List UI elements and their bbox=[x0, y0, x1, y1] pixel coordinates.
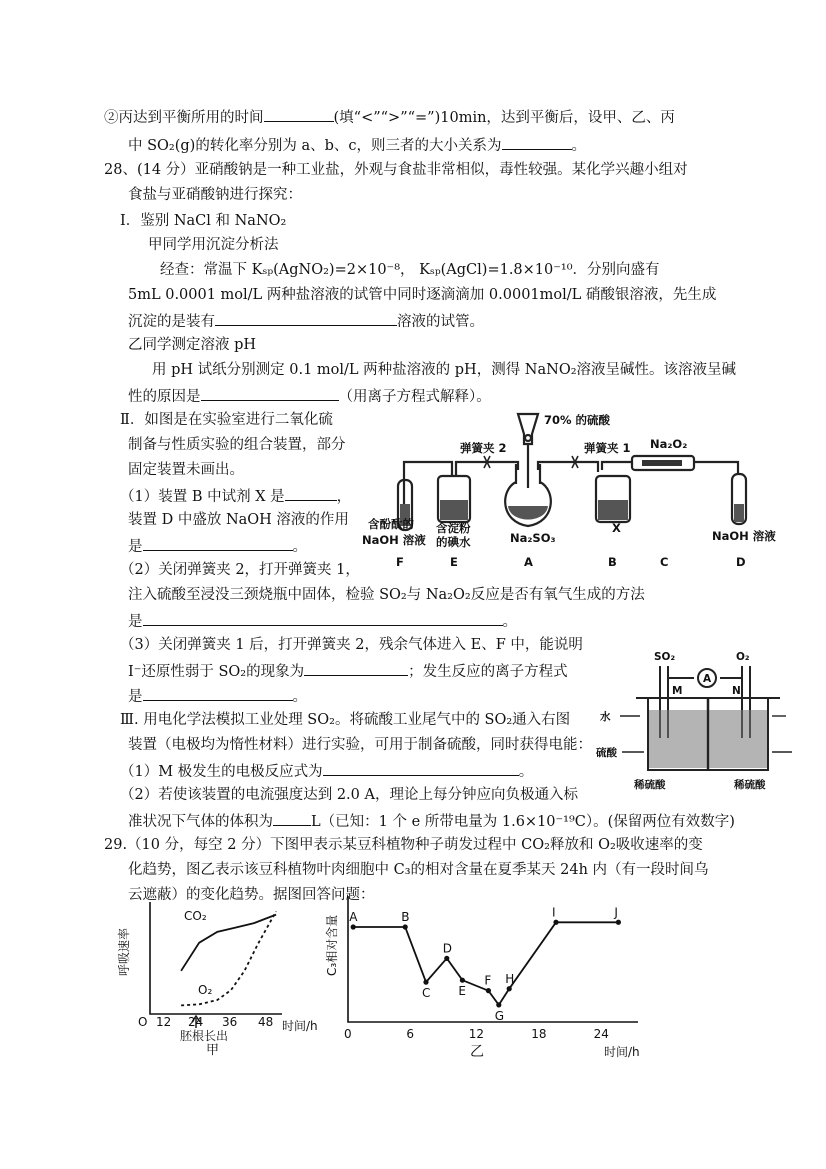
s1-ph1: 用 pH 试纸分别测定 0.1 mol/L 两种盐溶液的 pH，测得 NaNO₂溶液呈碱性。该溶液呈碱 bbox=[152, 362, 737, 378]
q28-intro1: 28、(14 分）亚硝酸钠是一种工业盐，外观与食盐非常相似，毒性较强。某化学兴趣小组对 bbox=[104, 162, 688, 178]
chart-yi-point-H bbox=[507, 986, 512, 991]
chart-jia-series-co2: CO₂ bbox=[184, 909, 207, 923]
chart-yi-xlabel: 时间/h bbox=[604, 1045, 640, 1059]
e-label-1: 含淀粉 bbox=[436, 521, 471, 535]
chart-yi-point-F bbox=[486, 988, 491, 993]
water-label: 水 bbox=[600, 711, 611, 723]
f-label-2: NaOH 溶液 bbox=[362, 533, 426, 547]
s2-q2-line2: 注入硫酸至浸没三颈烧瓶中固体，检验 SO₂与 Na₂O₂反应是否有氧气生成的方法 bbox=[128, 587, 645, 603]
q29-line3: 云遮蔽）的变化趋势。据图回答问题： bbox=[128, 887, 375, 903]
chart-jia-ylabel: 呼吸速率 bbox=[117, 927, 131, 976]
chart-yi-point-G bbox=[496, 1002, 501, 1007]
s3-line1: Ⅲ. 用电化学法模拟工业处理 SO₂。将硫酸工业尾气中的 SO₂通入右图 bbox=[120, 712, 571, 728]
s1-line2: 5mL 0.0001 mol/L 两种盐溶液的试管中同时逐滴滴加 0.0001mol/L 硝酸银溶液，先生成 bbox=[128, 287, 717, 303]
e-label-2: 的碘水 bbox=[436, 535, 471, 549]
chart-jia-tick-48: 48 bbox=[258, 1015, 274, 1029]
chart-jia-annotation: 胚根长出 bbox=[180, 1029, 229, 1043]
chart-jia-title: 甲 bbox=[206, 1043, 220, 1058]
chart-yi-label-J: J bbox=[614, 905, 618, 920]
f-label-1: 含酚酞的 bbox=[368, 517, 414, 531]
answer-blank[interactable] bbox=[502, 134, 572, 150]
s3-q2-line2: 准状况下气体的体积为 L（已知：1 个 e 所带电量为 1.6×10⁻¹⁹C）。(保留两位有效数字) bbox=[128, 810, 735, 832]
chart-jia-tick-36: 36 bbox=[222, 1015, 238, 1029]
chart-yi-series-line bbox=[353, 922, 618, 1005]
d-label: NaOH 溶液 bbox=[712, 529, 776, 543]
chart-jia-tick-0: O bbox=[138, 1015, 148, 1029]
chart-yi-tick-24: 24 bbox=[593, 1027, 609, 1041]
chart-yi-label-I: I bbox=[552, 905, 556, 920]
chart-yi-point-C bbox=[423, 980, 428, 985]
chart-yi-label-E: E bbox=[458, 984, 466, 999]
chart-yi-point-A bbox=[351, 924, 356, 929]
letter-e: E bbox=[450, 555, 458, 569]
answer-blank[interactable] bbox=[215, 310, 397, 326]
s2-line2: 制备与性质实验的组合装置，部分 bbox=[128, 437, 346, 453]
chart-jia-tick-24: 24 bbox=[188, 1015, 204, 1029]
chart-yi-point-D bbox=[444, 956, 449, 961]
s2-q2-line1: （2）关闭弹簧夹 2，打开弹簧夹 1， bbox=[120, 562, 360, 578]
answer-blank[interactable] bbox=[143, 685, 293, 701]
clip2-label: 弹簧夹 2 bbox=[460, 441, 507, 455]
s1-ph2: 性的原因是 （用离子方程式解释）。 bbox=[128, 385, 491, 407]
answer-blank[interactable] bbox=[143, 610, 503, 626]
answer-blank[interactable] bbox=[201, 385, 339, 401]
letter-c: C bbox=[660, 555, 669, 569]
s2-q1-line2: 装置 D 中盛放 NaOH 溶液的作用 bbox=[128, 512, 349, 528]
s2-line3: 固定装置未画出。 bbox=[128, 462, 244, 478]
s2-q3-line3: 是 。 bbox=[128, 685, 307, 707]
chart-yi bbox=[324, 892, 654, 1062]
q27-line1: ②丙达到平衡所用的时间 (填“<”“>”“=”)10min，达到平衡后，设甲、乙、丙 bbox=[104, 106, 675, 128]
s1-line3: 沉淀的是装有 溶液的试管。 bbox=[128, 310, 484, 332]
section1-title: Ⅰ．鉴别 NaCl 和 NaNO₂ bbox=[120, 213, 287, 229]
q28-intro2: 食盐与亚硝酸钠进行探究： bbox=[128, 187, 302, 203]
s1-jia: 甲同学用沉淀分析法 bbox=[148, 237, 279, 253]
chart-yi-tick-12: 12 bbox=[468, 1027, 485, 1041]
electrode-n-label: N bbox=[732, 685, 741, 697]
s2-q1-line1: （1）装置 B 中试剂 X 是 ， bbox=[120, 485, 351, 507]
chart-yi-ylabel: C₃相对含量 bbox=[325, 914, 339, 976]
chart-yi-point-B bbox=[403, 924, 408, 929]
chart-yi-label-G: G bbox=[494, 1008, 505, 1023]
answer-blank[interactable] bbox=[143, 535, 293, 551]
chart-yi-label-C: C bbox=[422, 986, 431, 1001]
chart-jia-axes bbox=[150, 902, 282, 1014]
so2-in-label: SO₂ bbox=[654, 651, 676, 663]
letter-d: D bbox=[736, 555, 746, 569]
chart-yi-label-D: D bbox=[442, 941, 453, 956]
chart-jia-tick-12: 12 bbox=[156, 1015, 172, 1029]
s3-q1: （1）M 极发生的电极反应式为 。 bbox=[120, 760, 533, 782]
dilute-acid-right: 稀硫酸 bbox=[734, 779, 766, 791]
s1-ksp: 经查：常温下 Kₛₚ(AgNO₂)=2×10⁻⁸， Kₛₚ(AgCl)=1.8×10⁻¹⁰．分别向盛有 bbox=[160, 262, 660, 278]
clip1-label: 弹簧夹 1 bbox=[584, 441, 631, 455]
na2o2-label: Na₂O₂ bbox=[650, 437, 688, 451]
letter-f: F bbox=[396, 555, 404, 569]
s2-q2-line3: 是 。 bbox=[128, 610, 517, 632]
answer-blank[interactable] bbox=[285, 485, 337, 501]
answer-blank[interactable] bbox=[264, 106, 334, 122]
series-co2-line bbox=[181, 915, 276, 971]
s3-line2: 装置（电极均为惰性材料）进行实验，可用于制备硫酸，同时获得电能： bbox=[128, 737, 592, 753]
x-label: X bbox=[612, 521, 621, 535]
chart-jia-series-o2: O₂ bbox=[198, 983, 213, 997]
answer-blank[interactable] bbox=[273, 810, 311, 826]
chart-jia bbox=[104, 896, 324, 1058]
o2-in-label: O₂ bbox=[736, 651, 750, 663]
s3-q2-line1: （2）若使该装置的电流强度达到 2.0 A，理论上每分钟应向负极通入标 bbox=[120, 787, 578, 803]
letter-a: A bbox=[524, 555, 533, 569]
answer-blank[interactable] bbox=[304, 660, 408, 676]
chart-jia-xlabel: 时间/h bbox=[282, 1019, 318, 1033]
chart-yi-axes bbox=[348, 896, 638, 1022]
chart-yi-label-A: A bbox=[349, 910, 358, 924]
chart-yi-point-I bbox=[553, 920, 558, 925]
series-o2-line bbox=[181, 911, 276, 1005]
chart-yi-point-E bbox=[460, 978, 465, 983]
q27-line2: 中 SO₂(g)的转化率分别为 a、b、c，则三者的大小关系为 。 bbox=[128, 134, 586, 156]
s2-q1-line3: 是 。 bbox=[128, 535, 307, 557]
na2so3-label: Na₂SO₃ bbox=[510, 531, 556, 545]
chart-yi-label-B: B bbox=[401, 910, 410, 924]
chart-yi-label-H: H bbox=[505, 971, 515, 986]
chart-yi-title: 乙 bbox=[470, 1044, 484, 1060]
letter-b: B bbox=[608, 555, 617, 569]
electrochem-cell-figure bbox=[596, 648, 804, 798]
s1-yi: 乙同学测定溶液 pH bbox=[128, 337, 257, 353]
chart-yi-tick-6: 6 bbox=[406, 1027, 415, 1041]
chart-yi-label-F: F bbox=[484, 973, 492, 988]
s2-line1: Ⅱ．如图是在实验室进行二氧化硫 bbox=[120, 412, 333, 428]
s2-q3-line1: （3）关闭弹簧夹 1 后，打开弹簧夹 2，残余气体进入 E、F 中，能说明 bbox=[120, 637, 583, 653]
chart-yi-ticks bbox=[344, 1027, 609, 1041]
q29-line1: 29.（10 分，每空 2 分）下图甲表示某豆科植物种子萌发过程中 CO₂释放和 O₂吸收速率的变 bbox=[104, 837, 703, 853]
ammeter-label: A bbox=[703, 673, 712, 685]
dropping-funnel bbox=[518, 414, 538, 444]
answer-blank[interactable] bbox=[323, 760, 519, 776]
electrode-m-label: M bbox=[672, 685, 683, 697]
s2-q3-line2: I⁻还原性弱于 SO₂的现象为 ；发生反应的离子方程式 bbox=[128, 660, 568, 682]
dilute-acid-left: 稀硫酸 bbox=[634, 779, 666, 791]
chart-yi-tick-0: 0 bbox=[344, 1027, 352, 1041]
q29-line2: 化趋势，图乙表示该豆科植物叶肉细胞中 C₃的相对含量在夏季某天 24h 内（有一段时间乌 bbox=[128, 862, 709, 878]
acid-label: 硫酸 bbox=[596, 747, 617, 759]
acid-label: 70% 的硫酸 bbox=[544, 413, 611, 427]
chart-yi-tick-18: 18 bbox=[531, 1027, 547, 1041]
tube-a-to-e bbox=[456, 462, 518, 476]
chart-yi-point-J bbox=[616, 920, 621, 925]
so2-apparatus-figure bbox=[360, 404, 780, 574]
